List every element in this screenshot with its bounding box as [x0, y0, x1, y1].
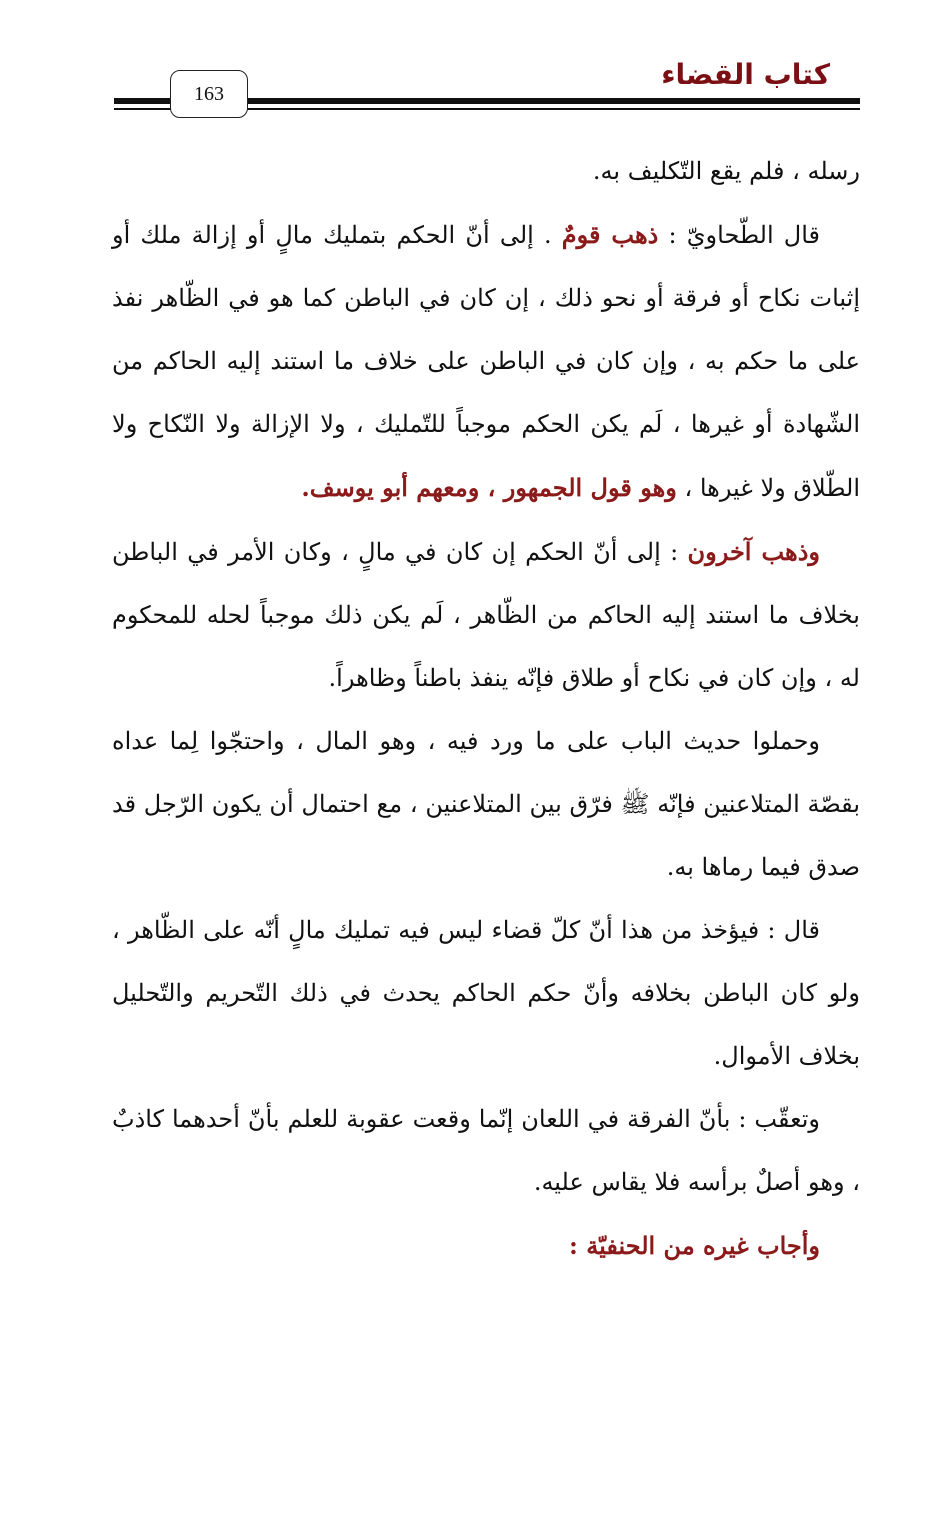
highlighted-text: وأجاب غيره من الحنفيّة :: [569, 1231, 820, 1260]
paragraph: [112, 1214, 860, 1278]
page-number: 163: [170, 70, 248, 118]
highlighted-text: وذهب آخرون: [687, 537, 820, 566]
page-header: [114, 50, 860, 120]
body-text: . إلى أنّ الحكم بتمليك مالٍ أو إزالة ملك أو إثبات نكاح أو فرقة أو نحو ذلك ، إن كان في الباطن كما هو في الظّاهر نفذ على ما حكم به ، وإن كان في الباطن على خلاف ما استند إليه الحاكم من الشّهادة أو غيرها ، لَم يكن الحكم موجباً للتّمليك ، ولا الإزالة ولا النّكاح ولا الطّلاق ولا غيرها ،: [112, 221, 860, 502]
book-title: كتاب القضاء: [661, 58, 830, 91]
body-text: قال الطّحاويّ :: [658, 221, 821, 249]
paragraph: [112, 140, 860, 203]
body-text: قال : فيؤخذ من هذا أنّ كلّ قضاء ليس فيه تمليك مالٍ أنّه على الظّاهر ، ولو كان الباطن بخلافه وأنّ حكم الحاكم يحدث في ذلك التّحريم والتّحليل بخلاف الأموال.: [112, 916, 860, 1070]
paragraph: [112, 899, 860, 1088]
body-text: وتعقّب : بأنّ الفرقة في اللعان إنّما وقعت عقوبة للعلم بأنّ أحدهما كاذبٌ ، وهو أصلٌ برأسه فلا يقاس عليه.: [112, 1105, 860, 1196]
paragraph: [112, 1088, 860, 1214]
body-text: رسله ، فلم يقع التّكليف به.: [592, 157, 860, 185]
paragraph: [112, 203, 860, 520]
paragraph: [112, 710, 860, 899]
body-text: : إلى أنّ الحكم إن كان في مالٍ ، وكان الأمر في الباطن بخلاف ما استند إليه الحاكم من الظّاهر ، لَم يكن ذلك موجباً لحله للمحكوم له ، وإن كان في نكاح أو طلاق فإنّه ينفذ باطناً وظاهراً.: [112, 538, 860, 692]
page-body: [112, 140, 860, 1278]
highlighted-text: ذهب قومٌ: [561, 220, 659, 249]
body-text: وحملوا حديث الباب على ما ورد فيه ، وهو المال ، واحتجّوا لِما عداه بقصّة المتلاعنين فإنّه ﷺ فرّق بين المتلاعنين ، مع احتمال أن يكون الرّجل قد صدق فيما رماها به.: [112, 727, 860, 881]
highlighted-text: وهو قول الجمهور ، ومعهم أبو يوسف.: [301, 473, 677, 502]
paragraph: [112, 520, 860, 710]
